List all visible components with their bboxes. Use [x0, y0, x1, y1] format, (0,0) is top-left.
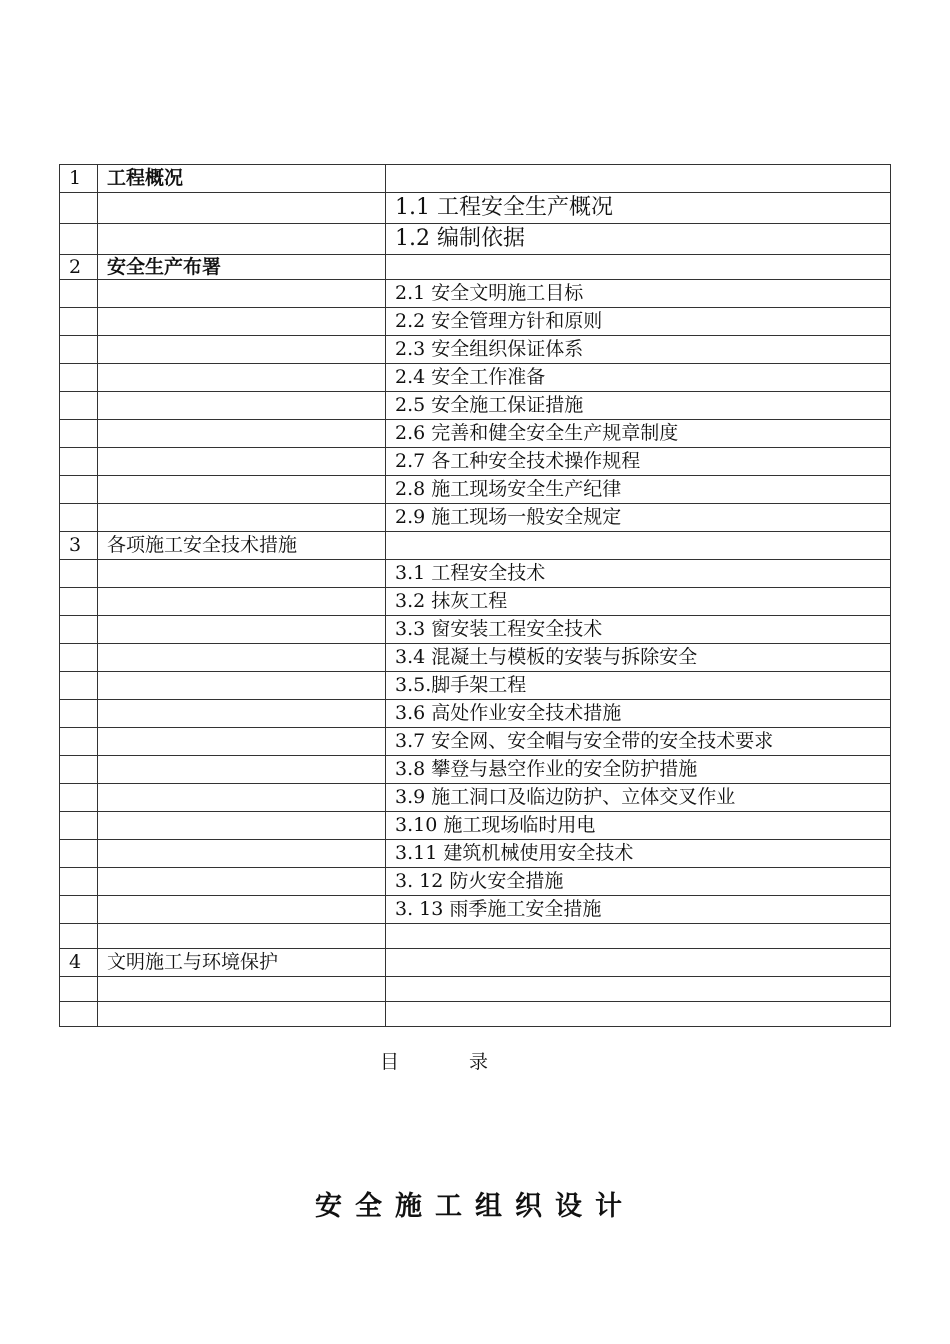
toc-row — [60, 504, 891, 532]
toc-section-cell — [98, 224, 386, 255]
toc-item-cell: 3.2 抹灰工程 — [386, 588, 891, 616]
toc-item-cell: 2.6 完善和健全安全生产规章制度 — [386, 420, 891, 448]
toc-section-cell — [98, 336, 386, 364]
toc-row — [60, 224, 891, 255]
toc-number-cell — [60, 364, 98, 392]
toc-section-cell — [98, 728, 386, 756]
toc-row — [60, 1002, 891, 1027]
toc-section-cell — [98, 504, 386, 532]
toc-item-cell: 2.1 安全文明施工目标 — [386, 280, 891, 308]
toc-number-cell — [60, 812, 98, 840]
toc-item-cell: 2.7 各工种安全技术操作规程 — [386, 448, 891, 476]
toc-number-cell — [60, 588, 98, 616]
toc-section-cell — [98, 280, 386, 308]
toc-section-cell — [98, 700, 386, 728]
toc-item-cell: 3.4 混凝土与模板的安装与拆除安全 — [386, 644, 891, 672]
toc-row — [60, 420, 891, 448]
toc-item-cell: 3.7 安全网、安全帽与安全带的安全技术要求 — [386, 728, 891, 756]
toc-section-cell — [98, 812, 386, 840]
toc-number-cell — [60, 336, 98, 364]
toc-section-cell — [98, 784, 386, 812]
toc-row — [60, 756, 891, 784]
contents-heading-left: 目 — [380, 1051, 400, 1073]
toc-body — [60, 165, 891, 1027]
toc-item-cell: 3.9 施工洞口及临边防护、立体交叉作业 — [386, 784, 891, 812]
toc-table — [59, 164, 891, 1027]
toc-item-cell: 3.11 建筑机械使用安全技术 — [386, 840, 891, 868]
toc-item-cell — [386, 977, 891, 1002]
toc-section-cell: 文明施工与环境保护 — [98, 949, 386, 977]
toc-section-cell — [98, 868, 386, 896]
toc-item-cell: 3.6 高处作业安全技术措施 — [386, 700, 891, 728]
toc-section-cell — [98, 364, 386, 392]
toc-row — [60, 868, 891, 896]
toc-number-cell — [60, 1002, 98, 1027]
toc-row — [60, 700, 891, 728]
toc-number-cell — [60, 392, 98, 420]
toc-section-cell: 安全生产布署 — [98, 255, 386, 280]
toc-section-cell — [98, 560, 386, 588]
toc-section-cell — [98, 840, 386, 868]
toc-section-cell — [98, 644, 386, 672]
toc-number-cell — [60, 896, 98, 924]
toc-number-cell — [60, 476, 98, 504]
toc-row — [60, 336, 891, 364]
toc-row — [60, 165, 891, 193]
toc-section-cell: 工程概况 — [98, 165, 386, 193]
toc-number-cell — [60, 924, 98, 949]
toc-row — [60, 364, 891, 392]
toc-section-cell: 各项施工安全技术措施 — [98, 532, 386, 560]
toc-row — [60, 560, 891, 588]
toc-row — [60, 896, 891, 924]
toc-item-cell: 2.8 施工现场安全生产纪律 — [386, 476, 891, 504]
toc-row — [60, 448, 891, 476]
toc-item-cell — [386, 532, 891, 560]
toc-item-cell — [386, 924, 891, 949]
toc-number-cell — [60, 224, 98, 255]
contents-heading-right: 录 — [469, 1051, 489, 1073]
toc-row — [60, 728, 891, 756]
toc-section-cell — [98, 588, 386, 616]
toc-number-cell — [60, 504, 98, 532]
document-title: 安全施工组织设计 — [315, 1191, 635, 1222]
toc-item-cell — [386, 165, 891, 193]
toc-section-cell — [98, 448, 386, 476]
toc-row — [60, 977, 891, 1002]
toc-number-cell — [60, 193, 98, 224]
toc-number-cell — [60, 560, 98, 588]
toc-row — [60, 255, 891, 280]
toc-number-cell — [60, 616, 98, 644]
toc-row — [60, 812, 891, 840]
toc-item-cell: 3. 13 雨季施工安全措施 — [386, 896, 891, 924]
toc-row — [60, 476, 891, 504]
toc-number-cell: 3 — [60, 532, 98, 560]
toc-number-cell — [60, 448, 98, 476]
toc-section-cell — [98, 308, 386, 336]
toc-row — [60, 616, 891, 644]
toc-number-cell — [60, 308, 98, 336]
toc-section-cell — [98, 616, 386, 644]
toc-section-cell — [98, 672, 386, 700]
toc-item-cell: 3.10 施工现场临时用电 — [386, 812, 891, 840]
toc-row — [60, 193, 891, 224]
toc-item-cell: 2.4 安全工作准备 — [386, 364, 891, 392]
toc-number-cell — [60, 280, 98, 308]
toc-number-cell — [60, 756, 98, 784]
toc-row — [60, 532, 891, 560]
toc-item-cell: 1.1 工程安全生产概况 — [386, 193, 891, 224]
toc-section-cell — [98, 476, 386, 504]
toc-section-cell — [98, 193, 386, 224]
toc-row — [60, 924, 891, 949]
toc-row — [60, 840, 891, 868]
toc-section-cell — [98, 420, 386, 448]
toc-item-cell — [386, 1002, 891, 1027]
toc-item-cell — [386, 255, 891, 280]
toc-item-cell: 3. 12 防火安全措施 — [386, 868, 891, 896]
toc-item-cell: 3.3 窗安装工程安全技术 — [386, 616, 891, 644]
toc-section-cell — [98, 977, 386, 1002]
toc-item-cell: 3.8 攀登与悬空作业的安全防护措施 — [386, 756, 891, 784]
toc-row — [60, 280, 891, 308]
contents-heading — [380, 1047, 488, 1074]
toc-item-cell: 2.5 安全施工保证措施 — [386, 392, 891, 420]
toc-row — [60, 784, 891, 812]
toc-section-cell — [98, 896, 386, 924]
toc-item-cell: 2.3 安全组织保证体系 — [386, 336, 891, 364]
toc-item-cell: 2.2 安全管理方针和原则 — [386, 308, 891, 336]
toc-item-cell — [386, 949, 891, 977]
toc-number-cell — [60, 977, 98, 1002]
toc-item-cell: 2.9 施工现场一般安全规定 — [386, 504, 891, 532]
toc-number-cell — [60, 840, 98, 868]
toc-row — [60, 672, 891, 700]
toc-number-cell — [60, 672, 98, 700]
toc-number-cell: 1 — [60, 165, 98, 193]
toc-number-cell: 2 — [60, 255, 98, 280]
toc-number-cell — [60, 420, 98, 448]
toc-row — [60, 308, 891, 336]
toc-item-cell: 1.2 编制依据 — [386, 224, 891, 255]
toc-item-cell: 3.5.脚手架工程 — [386, 672, 891, 700]
toc-row — [60, 392, 891, 420]
toc-section-cell — [98, 756, 386, 784]
toc-section-cell — [98, 392, 386, 420]
toc-number-cell — [60, 700, 98, 728]
toc-section-cell — [98, 1002, 386, 1027]
toc-number-cell: 4 — [60, 949, 98, 977]
toc-number-cell — [60, 728, 98, 756]
toc-row — [60, 949, 891, 977]
toc-number-cell — [60, 784, 98, 812]
toc-section-cell — [98, 924, 386, 949]
toc-number-cell — [60, 868, 98, 896]
toc-row — [60, 644, 891, 672]
toc-row — [60, 588, 891, 616]
toc-number-cell — [60, 644, 98, 672]
toc-item-cell: 3.1 工程安全技术 — [386, 560, 891, 588]
